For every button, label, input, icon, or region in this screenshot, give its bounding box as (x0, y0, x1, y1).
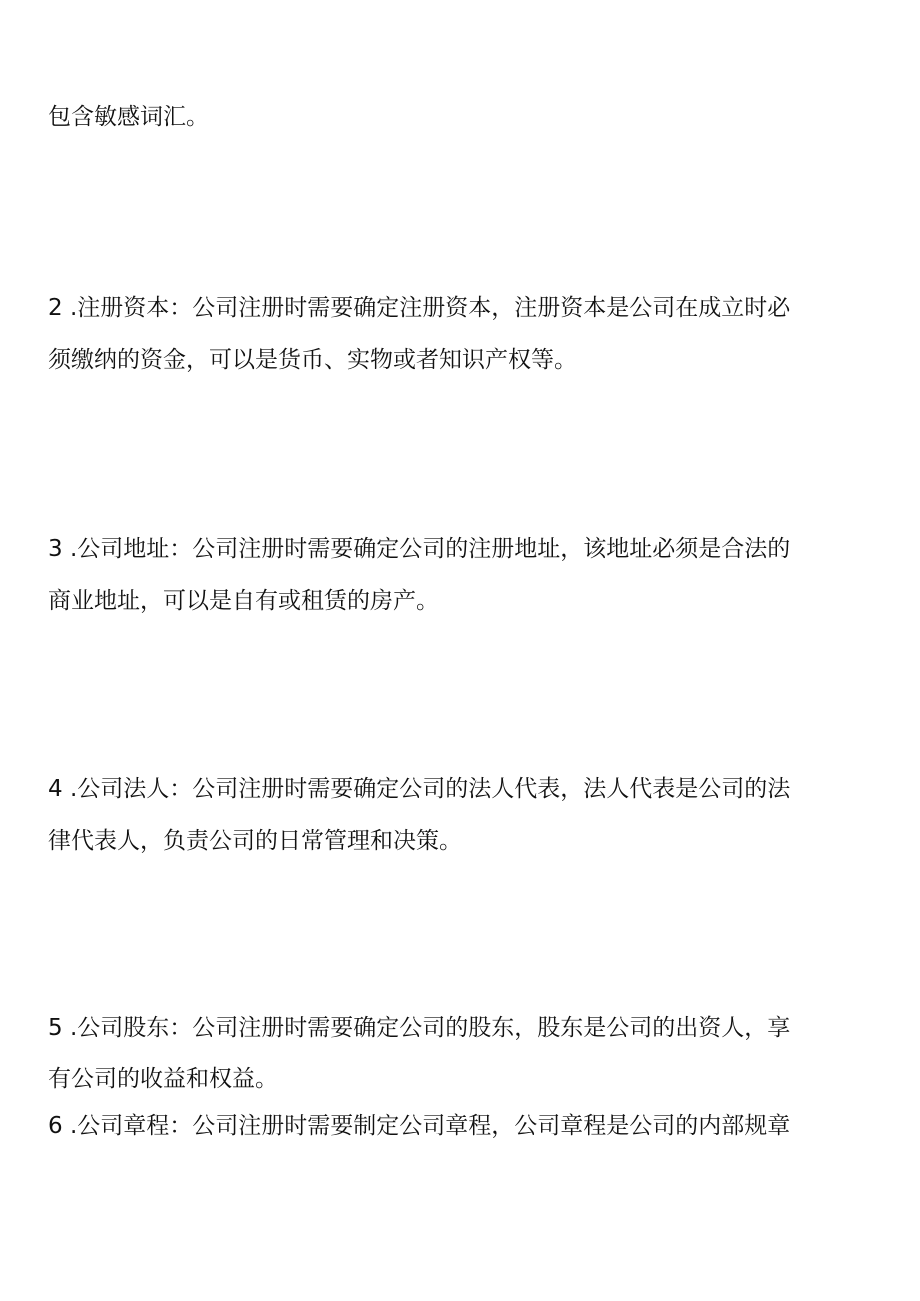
text-line: 须缴纳的资金，可以是货币、实物或者知识产权等。 (48, 347, 577, 373)
text-line: 包含敏感词汇。 (48, 104, 209, 130)
text-line: 有公司的收益和权益。 (48, 1066, 278, 1092)
text-line: 2 .注册资本：公司注册时需要确定注册资本，注册资本是公司在成立时必 (48, 295, 791, 321)
text-line: 5 .公司股东：公司注册时需要确定公司的股东，股东是公司的出资人，享 (48, 1015, 791, 1041)
text-line: 律代表人，负责公司的日常管理和决策。 (48, 828, 462, 854)
text-line: 商业地址，可以是自有或租赁的房产。 (48, 588, 439, 614)
text-line: 6 .公司章程：公司注册时需要制定公司章程，公司章程是公司的内部规章 (48, 1113, 791, 1139)
text-line: 3 .公司地址：公司注册时需要确定公司的注册地址，该地址必须是合法的 (48, 536, 791, 562)
text-line: 4 .公司法人：公司注册时需要确定公司的法人代表，法人代表是公司的法 (48, 776, 791, 802)
